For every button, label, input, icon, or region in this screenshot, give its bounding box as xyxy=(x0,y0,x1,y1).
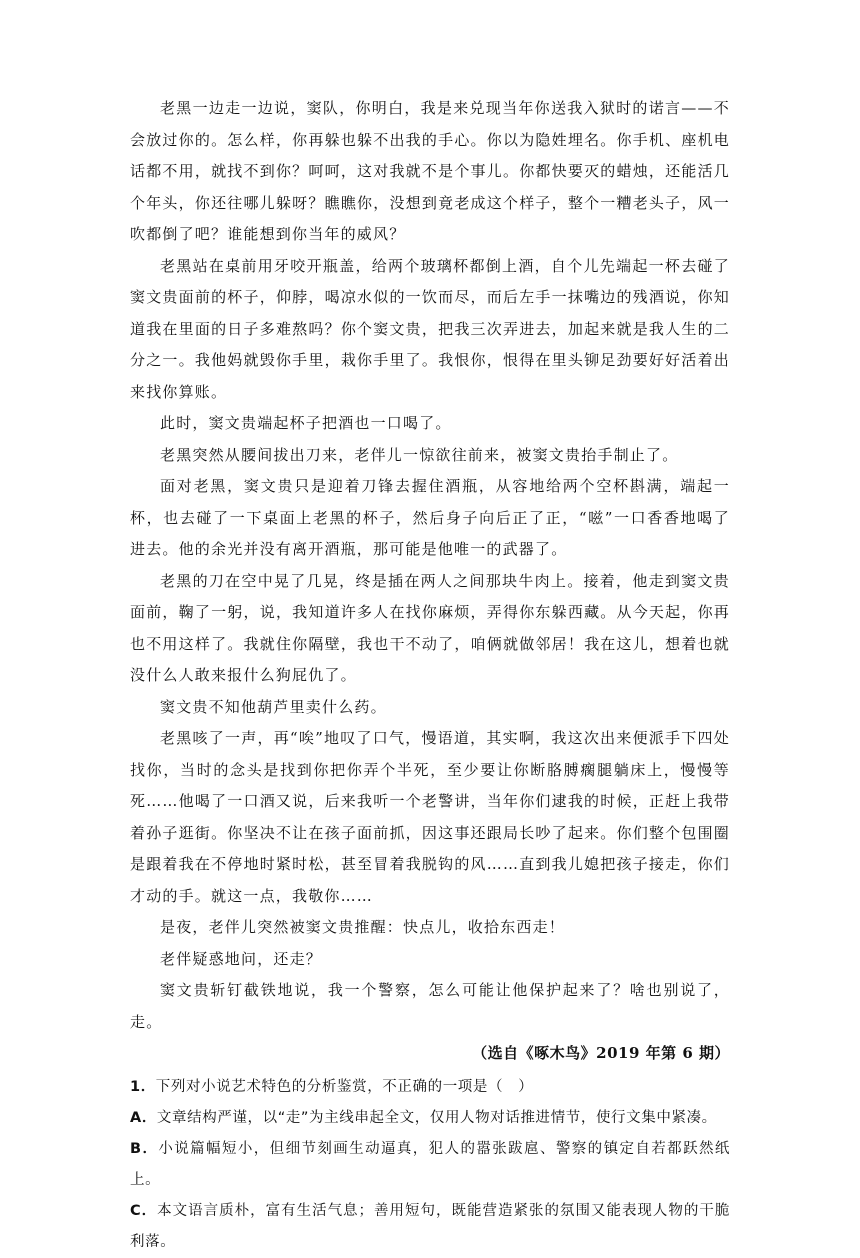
option-letter: C． xyxy=(130,1202,158,1219)
option-a[interactable] xyxy=(130,1103,730,1134)
story-paragraph: 老黑咳了一声，再“唉”地叹了口气，慢语道，其实啊，我这次出来便派手下四处找你，当时的念头是找到你把你弄个半死，至少要让你断胳膊瘸腿躺床上，慢慢等死……他喝了一口酒又说，后来我听一个老警讲，当年你们逮我的时候，正赶上我带着孙子逛街。你坚决不让在孩子面前抓，因这事还跟局长吵了起来。你们整个包围圈是跟着我在不停地时紧时松，甚至冒着我脱钩的风……直到我儿媳把孩子接走，你们才动的手。就这一点，我敬你…… xyxy=(130,729,730,905)
option-text: 本文语言质朴，富有生活气息；善用短句，既能营造紧张的氛围又能表现人物的干脆利落。 xyxy=(130,1202,731,1250)
story-paragraph: 老黑一边走一边说，窦队，你明白，我是来兑现当年你送我入狱时的诺言——不会放过你的。怎么样，你再躲也躲不出我的手心。你以为隐姓埋名。你手机、座机电话都不用，就找不到你？呵呵，这对我就不是个事儿。你都快要灭的蜡烛，还能活几个年头，你还往哪儿躲呀？瞧瞧你，没想到竟老成这个样子，整个一糟老头子，风一吹都倒了吧？谁能想到你当年的威风？ xyxy=(130,99,730,243)
question-stem-text: 下列对小说艺术特色的分析鉴赏，不正确的一项是（ ） xyxy=(155,1078,534,1095)
document-page xyxy=(130,93,730,1258)
option-text: 文章结构严谨，以“走”为主线串起全文，仅用人物对话推进情节，使行文集中紧凑。 xyxy=(156,1109,717,1126)
story-paragraph: 老黑的刀在空中晃了几晃，终是插在两人之间那块牛肉上。接着，他走到窦文贵面前，鞠了一躬，说，我知道许多人在找你麻烦，弄得你东躲西藏。从今天起，你再也不用这样了。我就住你隔壁，我也干不动了，咱俩就做邻居！我在这儿，想着也就没什么人敢来报什么狗屁仇了。 xyxy=(130,571,730,684)
option-c[interactable] xyxy=(130,1196,730,1258)
question-number: 1． xyxy=(130,1078,156,1095)
question-block xyxy=(130,1072,730,1258)
story-paragraph: 老伴疑惑地问，还走？ xyxy=(160,949,323,968)
source-citation: （选自《啄木鸟》2019 年第 6 期） xyxy=(472,1044,730,1062)
story-paragraph: 是夜，老伴儿突然被窦文贵推醒：快点儿，收拾东西走！ xyxy=(160,918,566,936)
option-text: 小说篇幅短小，但细节刻画生动逼真，犯人的嚣张跋扈、警察的镇定自若都跃然纸上。 xyxy=(130,1140,730,1188)
question-stem xyxy=(130,1072,730,1103)
option-letter: B． xyxy=(130,1140,159,1157)
option-letter: A． xyxy=(130,1109,157,1126)
story-paragraph: 老黑突然从腰间拔出刀来，老伴儿一惊欲往前来，被窦文贵抬手制止了。 xyxy=(160,445,679,464)
story-paragraph: 此时，窦文贵端起杯子把酒也一口喝了。 xyxy=(160,414,452,432)
story-paragraph: 窦文贵斩钉截铁地说，我一个警察，怎么可能让他保护起来了？啥也别说了，走。 xyxy=(130,981,730,1031)
story-paragraph: 老黑站在桌前用牙咬开瓶盖，给两个玻璃杯都倒上酒，自个儿先端起一杯去碰了窦文贵面前的杯子，仰脖，喝凉水似的一饮而尽，而后左手一抹嘴边的残酒说，你知道我在里面的日子多难熬吗？你个窦文贵，把我三次弄进去，加起来就是我人生的二分之一。我他妈就毁你手里，栽你手里了。我恨你，恨得在里头铆足劲要好好活着出来找你算账。 xyxy=(130,256,730,401)
story-text xyxy=(130,93,730,1038)
story-paragraph: 窦文贵不知他葫芦里卖什么药。 xyxy=(160,697,387,716)
story-paragraph: 面对老黑，窦文贵只是迎着刀锋去握住酒瓶，从容地给两个空杯斟满，端起一杯，也去碰了一下桌面上老黑的杯子，然后身子向后正了正，“嗞”一口香香地喝了进去。他的余光并没有离开酒瓶，那可能是他唯一的武器了。 xyxy=(130,477,730,558)
option-b[interactable] xyxy=(130,1134,730,1196)
